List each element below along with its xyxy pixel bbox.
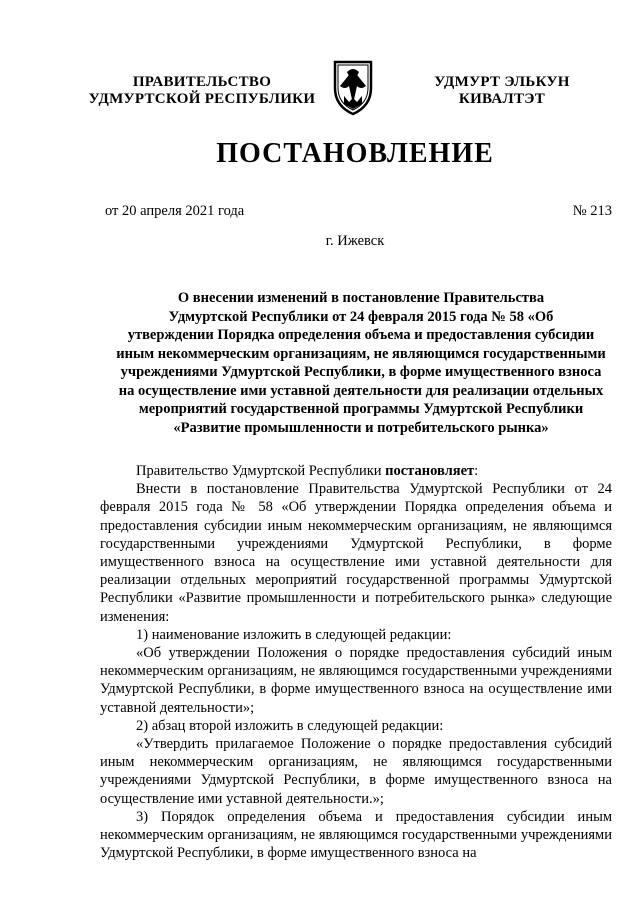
body-paragraph: 3) Порядок определения объема и предоставления субсидии иным некоммерческим организациям, не являющимся государственными учреждениями Удмуртской Республики, в форме имущественного взноса на xyxy=(100,808,612,862)
subject-line: иным некоммерческим организациям, не являющимся государственными xyxy=(116,345,606,362)
document-city: г. Ижевск xyxy=(325,233,385,249)
body-paragraph: «Об утверждении Положения о порядке предоставления субсидий иным некоммерческим организациям, не являющимся государственными учреждениями Удмуртской Республики, в форме имущественного взноса на осуществление ими уставной деятельности»; xyxy=(100,645,612,716)
subject-line: О внесении изменений в постановление Правительства xyxy=(177,290,545,306)
document-type-title: ПОСТАНОВЛЕНИЕ xyxy=(216,138,494,169)
preamble-prefix: Правительство Удмуртской Республики xyxy=(136,463,386,479)
document-date: от 20 апреля 2021 года xyxy=(105,203,245,219)
preamble-suffix: : xyxy=(474,463,479,479)
preamble xyxy=(100,462,612,480)
document-body xyxy=(100,462,612,862)
body-paragraph: «Утвердить прилагаемое Положение о порядке предоставления субсидий иным некоммерческим организациям, не являющимся государственными учреждениями Удмуртской Республики, в форме имущественного взноса на осуществление ими уставной деятельности.»; xyxy=(100,736,612,807)
subject-line: на осуществление ими уставной деятельности для реализации отдельных xyxy=(118,382,604,399)
body-paragraph: 1) наименование изложить в следующей редакции: xyxy=(136,626,452,643)
body-paragraph: Внести в постановление Правительства Удмуртской Республики от 24 февраля 2015 года № 58 «Об утверждении Порядка определения объема и предоставления субсидии иным некоммерческим организациям, не являющимся государственными учреждениями Удмуртской Республики, в форме имущественного взноса на осуществление ими уставной деятельности для реализации отдельных мероприятий государственной программы Удмуртской Республики «Развитие промышленности и потребительского рынка» следующие изменения: xyxy=(100,481,612,625)
body-paragraph: 2) абзац второй изложить в следующей редакции: xyxy=(136,717,444,734)
document-subject xyxy=(94,289,628,437)
subject-line: «Развитие промышленности и потребительского рынка» xyxy=(173,419,549,436)
government-name-russian xyxy=(86,74,318,108)
government-name-line2: УДМУРТСКОЙ РЕСПУБЛИКИ xyxy=(88,91,316,107)
subject-line: учреждениями Удмуртской Республики, в форме имущественного взноса xyxy=(120,364,602,380)
government-name-udmurt xyxy=(422,74,582,108)
subject-line: утверждении Порядка определения объема и предоставления субсидии xyxy=(127,327,595,343)
government-name-udmurt-line1: УДМУРТ ЭЛЬКУН xyxy=(434,74,570,90)
document-number: № 213 xyxy=(572,203,612,219)
preamble-verb: постановляет xyxy=(385,463,475,479)
subject-line: Удмуртской Республики от 24 февраля 2015 года № 58 «Об xyxy=(168,308,554,325)
subject-line: мероприятий государственной программы Удмуртской Республики xyxy=(138,401,584,417)
udmurtia-coat-of-arms-icon xyxy=(331,58,375,116)
government-name-udmurt-line2: КИВАЛТЭТ xyxy=(458,91,546,107)
government-name-line1: ПРАВИТЕЛЬСТВО xyxy=(132,74,272,90)
